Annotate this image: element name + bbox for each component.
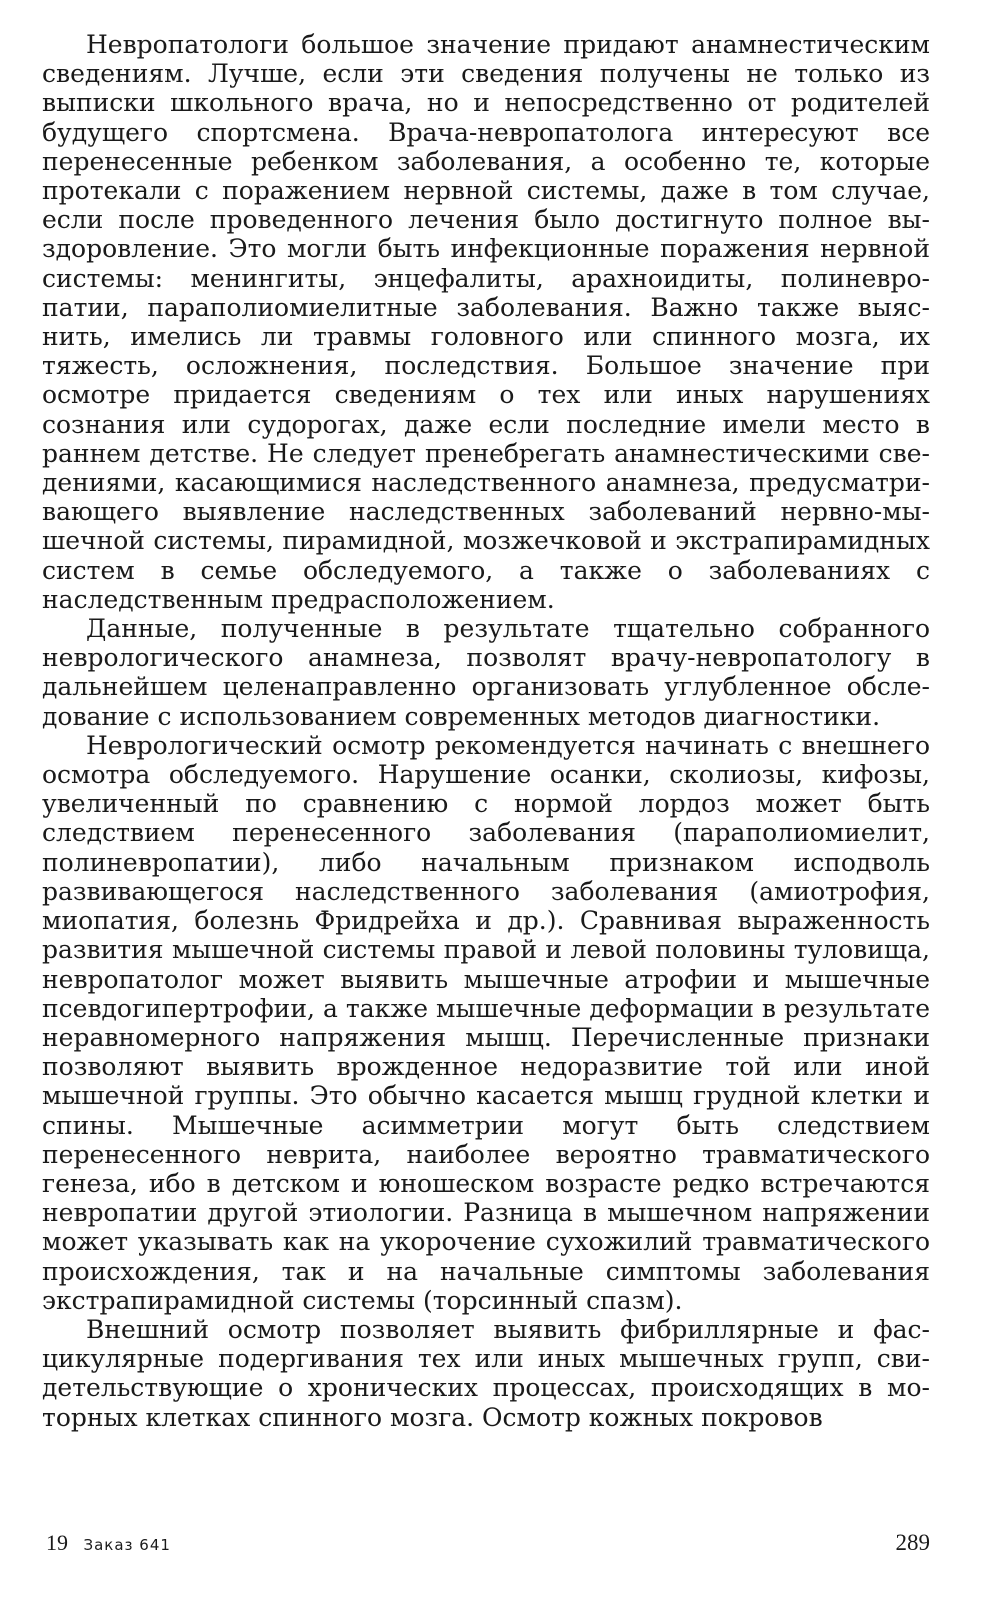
page-footer	[42, 1530, 930, 1560]
order-label: Заказ 641	[83, 1536, 171, 1554]
paragraph-fibrillation: Внешний осмотр позволяет выявить фибриллярные и фасцикулярные подергивания тех или иных мышечных групп, свидетельствующие о хронических процессах, происходящих в моторных клетках спинного мозга. Осмотр кожных покровов	[42, 1314, 930, 1432]
signature-number: 19	[46, 1530, 68, 1555]
print-signature	[46, 1530, 171, 1556]
page-number: 289	[895, 1530, 930, 1555]
paragraph-neuro-history: Данные, полученные в результате тщательно собранного неврологического анамнеза, позволят врачу-невропатологу в дальнейшем целенаправленно организовать углубленное обследование с использованием современных методов диагностики.	[42, 614, 930, 731]
paragraph-external-exam: Неврологический осмотр рекомендуется начинать с внешнего осмотра обследуемого. Нарушение осанки, сколиозы, кифозы, увеличенный по сравнению с нормой лордоз может быть следствием перенесенного заболевания (параполиомиелит, полиневропатии), либо начальным признаком исподволь развивающегося наследственного заболевания (амиотрофия, миопатия, болезнь Фридрейха и др.). Сравнивая выраженность развития мышечной системы правой и левой половины туловища, невропатолог может выявить мышечные атрофии и мышечные псевдогипертрофии, а также мышечные деформации в результате неравномерного напряжения мышц. Перечисленные признаки позволяют выявить врожденное недоразвитие той или иной мышечной группы. Это обычно касается мышц грудной клетки и спины. Мышечные асимметрии могут быть следствием перенесенного неврита, наиболее вероятно травматического генеза, ибо в детском и юношеском возрасте редко встречаются невропатии другой этиологии. Разница в мышечном напряжении может указывать как на укорочение сухожилий травматического происхождения, так и на начальные симптомы заболевания экстрапирамидной системы (торсинный спазм).	[42, 730, 930, 1315]
page-body	[42, 30, 930, 1432]
paragraph-anamnesis: Невропатологи большое значение придают анамнестическим сведениям. Лучше, если эти сведения получены не только из выписки школьного врача, но и непосредственно от родителей будущего спортсмена. Врача-невропатолога интересуют все перенесенные ребенком заболевания, а особенно те, которые протекали с поражением нервной системы, даже в том случае, если после проведенного лечения было достигнуто полное выздоровление. Это могли быть инфекционные поражения нервной системы: менингиты, энцефалиты, арахноидиты, полиневропатии, параполиомиелитные заболевания. Важно также выяснить, имелись ли травмы головного или спинного мозга, их тяжесть, осложнения, последствия. Большое значение при осмотре придается сведениям о тех или иных нарушениях сознания или судорогах, даже если последние имели место в раннем детстве. Не следует пренебрегать анамнестическими сведениями, касающимися наследственного анамнеза, предусматривающего выявление наследственных заболеваний нервно-мышечной системы, пирамидной, мозжечковой и экстрапирамидных систем в семье обследуемого, а также о заболеваниях с наследственным предрасположением.	[42, 30, 930, 614]
